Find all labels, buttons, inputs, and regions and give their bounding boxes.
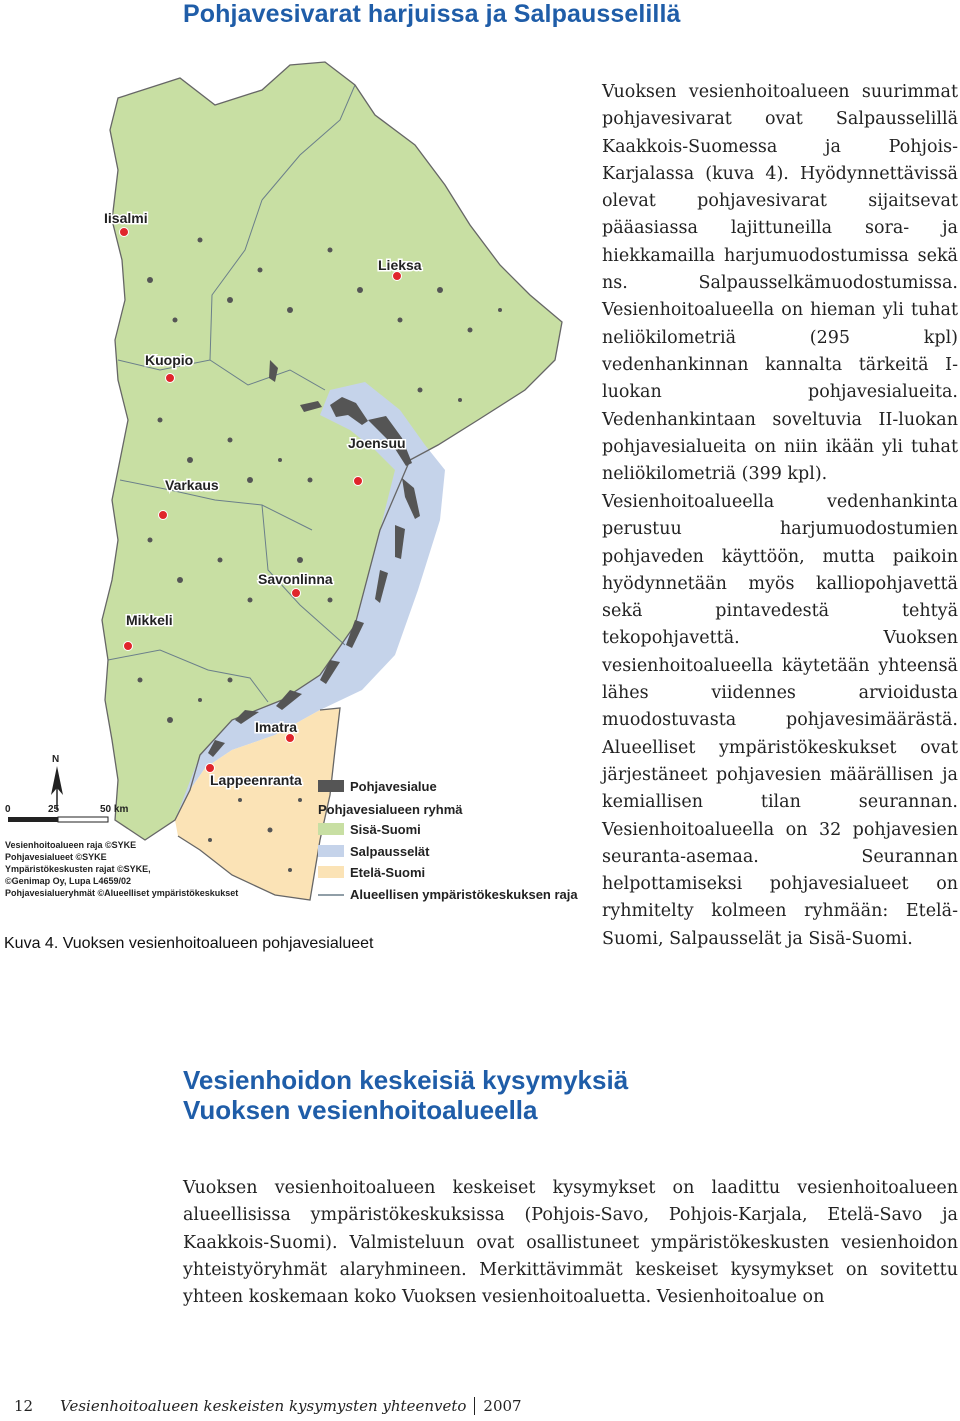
- legend-label-salpausselat: Salpausselät: [350, 844, 430, 859]
- city-label-imatra: Imatra: [255, 719, 298, 735]
- city-label-lieksa: Lieksa: [378, 257, 422, 273]
- credit-line: Ympäristökeskusten rajat ©SYKE,: [5, 864, 151, 874]
- credit-line: Pohjavesialueryhmät ©Alueelliset ympäristökeskukset: [5, 888, 239, 898]
- city-label-savonlinna: Savonlinna: [258, 571, 333, 587]
- subsection-heading: [183, 1065, 628, 1125]
- city-label-kuopio: Kuopio: [145, 352, 194, 368]
- city-label-lappeenranta: Lappeenranta: [210, 772, 302, 788]
- groundwater-map: [0, 60, 590, 920]
- scale-label-0: 0: [5, 804, 11, 815]
- scale-label-50: 50 km: [100, 804, 129, 815]
- north-arrow-icon: [51, 754, 63, 810]
- legend-swatch-salpausselat: [318, 845, 344, 857]
- legend-swatch-etela-suomi: [318, 866, 344, 878]
- footer-year: 2007: [483, 1397, 522, 1415]
- paragraph-groundwater-resources: Vuoksen vesienhoitoalueen suurimmat pohjavesivarat ovat Salpausselillä Kaakkois-Suomessa ja Pohjois-Karjalassa (kuva 4). Hyödynnettävissä olevat pohjavesivarat sijaitsevat pääasiassa lajittuneilla sora- ja hiekkamailla harjumuodostumissa sekä ns. Salpausselkämuodostumissa. Vesienhoitoalueella on hieman yli tuhat neliökilometriä (295 kpl) vedenhankinnan kannalta tärkeitä I-luokan pohjavesialueita. Vedenhankintaan soveltuvia II-luokan pohjavesialueita on niin ikään yli tuhat neliökilometriä (399 kpl).: [602, 82, 958, 485]
- legend-title-ryhma: Pohjavesialueen ryhmä: [318, 802, 463, 817]
- page-footer: [14, 1397, 522, 1415]
- city-label-iisalmi: Iisalmi: [104, 210, 148, 226]
- credit-line: Pohjavesialueet ©SYKE: [5, 852, 107, 862]
- city-marker: [292, 589, 301, 598]
- credit-line: ©Genimap Oy, Lupa L4659/02: [5, 876, 132, 886]
- footer-title: Vesienhoitoalueen keskeisten kysymysten yhteenveto: [60, 1397, 467, 1415]
- legend-label-etela-suomi: Etelä-Suomi: [350, 865, 426, 880]
- city-marker: [354, 477, 363, 486]
- legend-swatch-sisa-suomi: [318, 823, 344, 835]
- legend-swatch-pohjavesialue: [318, 780, 344, 792]
- figure-caption: Kuva 4. Vuoksen vesienhoitoalueen pohjavesialueet: [4, 935, 374, 952]
- credit-line: Vesienhoitoalueen raja ©SYKE: [5, 840, 137, 850]
- section-heading: Pohjavesivarat harjuissa ja Salpausselillä: [183, 0, 681, 28]
- city-marker: [159, 511, 168, 520]
- city-marker: [120, 228, 129, 237]
- paragraph-water-supply: Vesienhoitoalueella vedenhankinta perustuu harjumuodostumien pohjaveden käyttöön, mutta paikoin hyödynnetään myös kalliopohjavettä sekä pintavedestä tehtyä tekopohjavettä. Vuoksen vesienhoitoalueella käytetään yhteensä lähes viidennes arvioidusta muodostuvasta pohjavesimäärästä. Alueelliset ympäristökeskukset ovat järjestäneet pohjavesien määrällisen ja kemiallisen tilan seurannan. Vesienhoitoalueella on 32 pohjavesien seuranta-asemaa. Seurannan helpottamiseksi pohjavesialueet on ryhmitelty kolmeen ryhmään: Etelä-Suomi, Salpausselät ja Sisä-Suomi.: [602, 492, 958, 949]
- page-number: 12: [14, 1397, 34, 1415]
- map-figure: [0, 60, 590, 920]
- map-legend: [318, 779, 578, 902]
- scale-label-25: 25: [48, 804, 60, 815]
- scale-bar: [5, 804, 128, 822]
- subsection-heading-line1: Vesienhoidon keskeisiä kysymyksiä: [183, 1065, 629, 1095]
- legend-label-pohjavesialue: Pohjavesialue: [350, 779, 437, 794]
- footer-divider: [474, 1397, 475, 1415]
- paragraph-key-issues: Vuoksen vesienhoitoalueen keskeiset kysymykset on laadittu vesienhoitoalueen alueellisissa ympäristökeskuksissa (Pohjois-Savo, Pohjois-Karjala, Etelä-Savo ja Kaakkois-Suomi). Valmisteluun ovat osallistuneet ympäristökeskusten vesienhoidon yhteistyöryhmät alaryhmineen. Merkittävimmät keskeiset kysymykset on sovitettu yhteen koskemaan koko Vuoksen vesienhoitoaluetta. Vesienhoitoalue on: [183, 1178, 958, 1308]
- north-label: N: [52, 754, 60, 765]
- city-label-mikkeli: Mikkeli: [126, 612, 173, 628]
- city-label-varkaus: Varkaus: [165, 477, 219, 493]
- legend-label-sisa-suomi: Sisä-Suomi: [350, 822, 421, 837]
- subsection-heading-line2: Vuoksen vesienhoitoalueella: [183, 1095, 538, 1125]
- legend-label-raja: Alueellisen ympäristökeskuksen raja: [350, 887, 578, 902]
- city-marker: [124, 642, 133, 651]
- city-marker: [166, 374, 175, 383]
- city-label-joensuu: Joensuu: [348, 435, 406, 451]
